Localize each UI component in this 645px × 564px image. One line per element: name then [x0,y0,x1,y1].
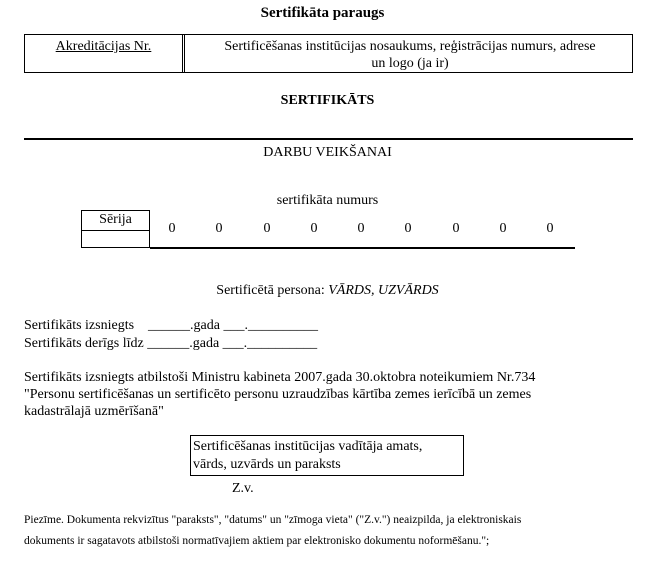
regulation-line-2: "Personu sertificēšanas un sertificēto personu uzraudzības kārtība zemes ierīcībā un zemes [24,387,532,402]
note-line-2: dokuments ir sagatavots atbilstoši normatīvajiem aktiem par elektronisko dokumentu noformēšanu."; [24,535,490,547]
certified-person [0,283,645,299]
accreditation-label: Akreditācijas Nr. [55,39,152,54]
number-digit: 0 [215,221,223,236]
accreditation-cell [25,35,185,72]
regulation-line-1: Sertifikāts izsniegts atbilstoši Ministru kabineta 2007.gada 30.oktobra noteikumiem Nr.734 [24,370,536,385]
valid-until-date: Sertifikāts derīgs līdz ______.gada ___.__________ [24,336,318,351]
person-name: VĀRDS, UZVĀRDS [328,283,439,298]
institution-cell [188,35,632,75]
issued-date: Sertifikāts izsniegts ______.gada ___.__________ [24,318,318,333]
number-digit: 0 [357,221,365,236]
signature-line-2: vārds, uzvārds un paraksts [193,457,341,472]
number-digit: 0 [499,221,507,236]
institution-line-1: Sertificēšanas institūcijas nosaukums, reģistrācijas numurs, adrese [224,39,596,54]
document-title: Sertifikāta paraugs [260,5,385,21]
number-digit: 0 [546,221,554,236]
activity-title: DARBU VEIKŠANAI [263,145,392,160]
seal-place: Z.v. [232,481,254,496]
signature-line-1: Sertificēšanas institūcijas vadītāja amats, [193,439,423,454]
number-digit: 0 [404,221,412,236]
number-digit: 0 [263,221,271,236]
number-underline [150,247,575,249]
series-box [81,210,150,248]
header-table [24,34,633,73]
institution-line-2: un logo (ja ir) [371,56,449,71]
series-label: Sērija [82,211,149,231]
divider-line [24,138,633,140]
signature-box [190,435,464,476]
person-label: Sertificētā persona: [216,283,325,298]
certificate-number-label: sertifikāta numurs [276,193,379,208]
number-digit: 0 [310,221,318,236]
regulation-line-3: kadastrālajā uzmērīšanā" [24,404,164,419]
number-digit: 0 [452,221,460,236]
certificate-heading: SERTIFIKĀTS [280,93,375,108]
note-line-1: Piezīme. Dokumenta rekvizītus "paraksts", "datums" un "zīmoga vieta" ("Z.v.") neaizpilda, ja elektroniskais [24,514,522,526]
number-digit: 0 [168,221,176,236]
